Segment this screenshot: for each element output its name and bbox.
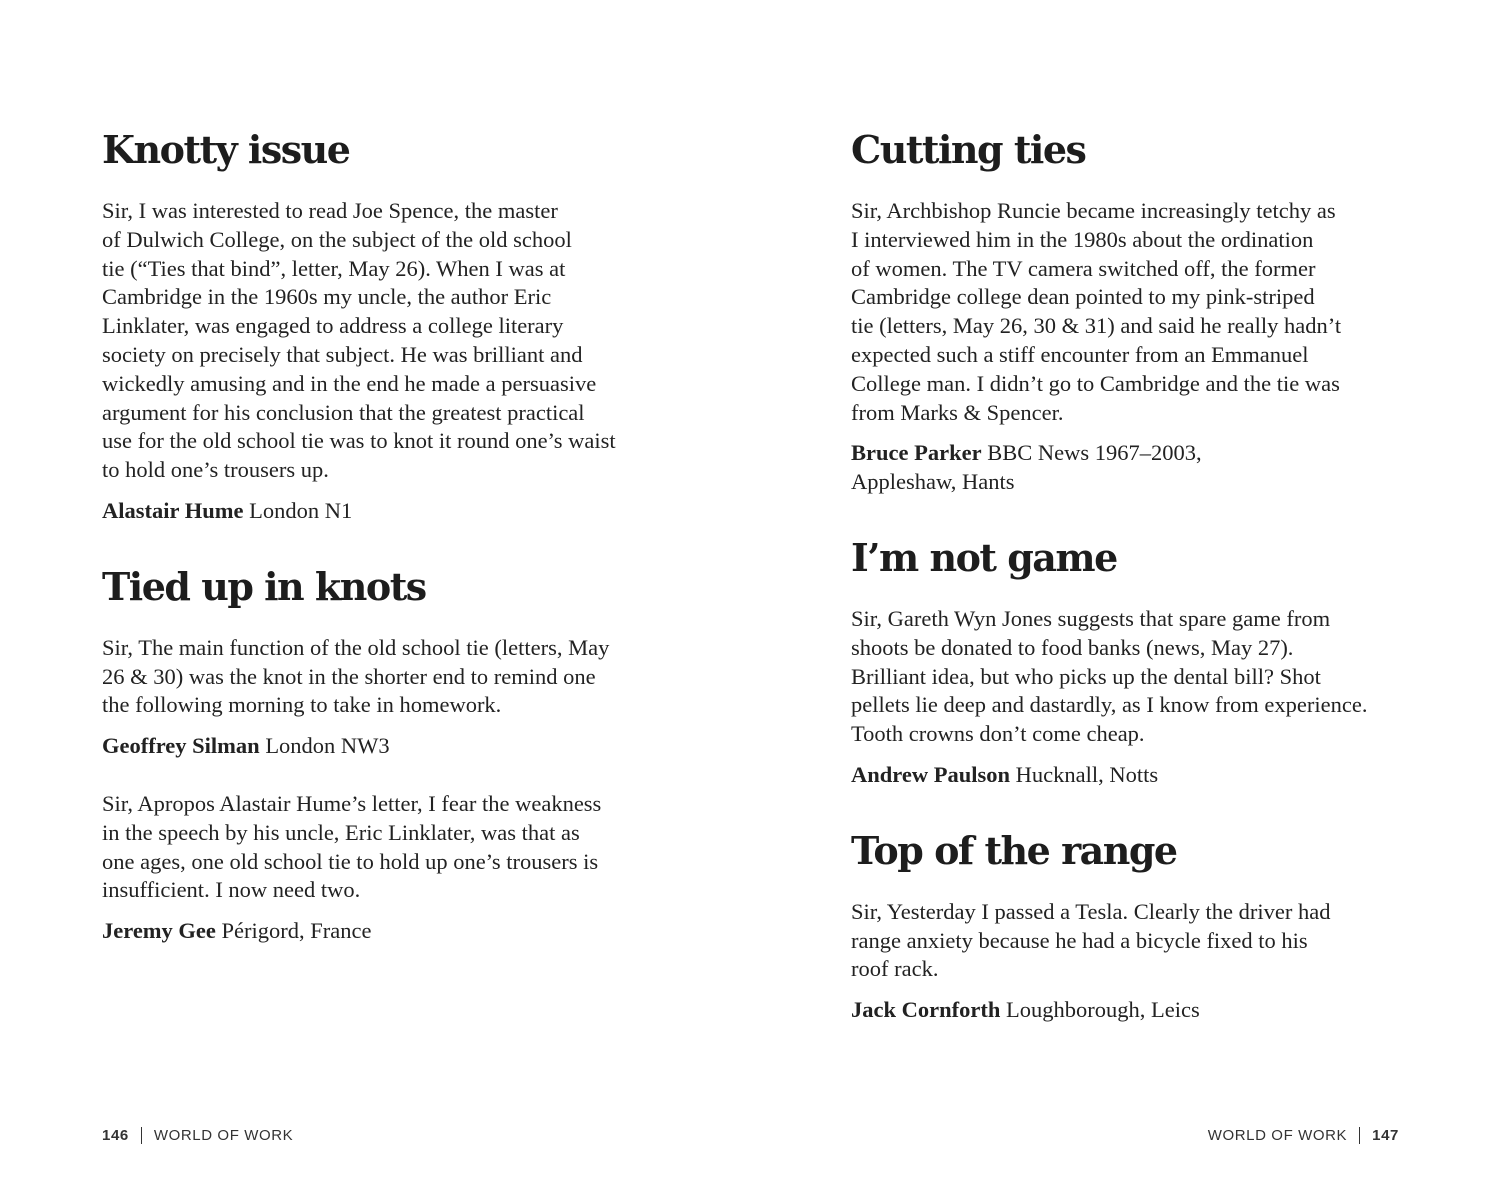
text-line: Cambridge in the 1960s my uncle, the author Eric [102, 284, 552, 310]
text-line: wickedly amusing and in the end he made a persuasive [102, 370, 597, 396]
text-line: Sir, I was interested to read Joe Spence, the master [102, 198, 558, 223]
author-location: Loughborough, Leics [1005, 997, 1200, 1023]
letter-body [102, 790, 662, 905]
text-line: Sir, Archbishop Runcie became increasingly tetchy as [851, 198, 1336, 223]
letter-signature [102, 732, 662, 761]
letter-signature [851, 761, 1411, 790]
text-line: Sir, Gareth Wyn Jones suggests that spare game from [851, 605, 1331, 631]
author-name: Jeremy Gee [102, 918, 216, 944]
author-location: London N1 [249, 497, 353, 523]
letter-body [851, 605, 1411, 749]
text-line: Linklater, was engaged to address a college literary [102, 313, 564, 339]
letter-body [851, 898, 1411, 984]
text-line: pellets lie deep and dastardly, as I know from experience. [851, 692, 1368, 718]
footer-divider [1359, 1127, 1360, 1144]
section-headline: Cutting ties [851, 127, 1086, 172]
text-line: shoots be donated to food banks (news, May 27). [851, 634, 1294, 660]
author-location-continued: Appleshaw, Hants [851, 469, 1015, 495]
text-line: argument for his conclusion that the greatest practical [102, 399, 585, 425]
right-page [750, 0, 1500, 1204]
text-line: the following morning to take in homework. [102, 692, 502, 718]
page-footer [1208, 1127, 1399, 1144]
letter-section-knotty-issue [102, 124, 662, 526]
text-line: tie (letters, May 26, 30 & 31) and said he really hadn’t [851, 313, 1342, 339]
letter-signature [851, 996, 1411, 1025]
text-line: I interviewed him in the 1980s about the ordination [851, 226, 1314, 252]
right-column [851, 124, 1411, 1054]
text-line: Brilliant idea, but who picks up the dental bill? Shot [851, 663, 1321, 689]
section-headline: I’m not game [851, 534, 1117, 580]
running-section-title: WORLD OF WORK [1207, 1127, 1348, 1144]
text-line: of women. The TV camera switched off, the former [851, 255, 1316, 281]
letter-body [102, 197, 662, 485]
author-name: Bruce Parker [851, 440, 982, 466]
running-section-title: WORLD OF WORK [153, 1127, 294, 1144]
text-line: tie (“Ties that bind”, letter, May 26). When I was at [102, 255, 566, 281]
text-line: Sir, The main function of the old school tie (letters, May [102, 634, 610, 660]
footer-divider [141, 1127, 142, 1144]
text-line: Tooth crowns don’t come cheap. [851, 721, 1145, 747]
letter-body [851, 197, 1411, 427]
letter-body [102, 634, 662, 720]
text-line: College man. I didn’t go to Cambridge and the tie was [851, 370, 1340, 396]
text-line: Sir, Yesterday I passed a Tesla. Clearly the driver had [851, 898, 1331, 924]
author-name: Jack Cornforth [851, 997, 1001, 1023]
letter-section-cutting-ties [851, 124, 1411, 497]
text-line: use for the old school tie was to knot it round one’s waist [102, 428, 616, 454]
section-headline: Top of the range [851, 827, 1177, 873]
page-number: 147 [1372, 1127, 1399, 1144]
text-line: expected such a stiff encounter from an Emmanuel [851, 341, 1309, 367]
left-column [102, 124, 662, 975]
author-location: London NW3 [265, 733, 390, 759]
text-line: in the speech by his uncle, Eric Linklater, was that as [102, 819, 580, 845]
letter-section-top-of-the-range [851, 825, 1411, 1025]
text-line: 26 & 30) was the knot in the shorter end to remind one [102, 663, 596, 689]
text-line: range anxiety because he had a bicycle fixed to his [851, 927, 1308, 953]
text-line: society on precisely that subject. He was brilliant and [102, 341, 583, 367]
letter-section-tied-up-in-knots [102, 561, 662, 946]
text-line: from Marks & Spencer. [851, 399, 1064, 425]
text-line: Sir, Apropos Alastair Hume’s letter, I fear the weakness [102, 790, 602, 816]
text-line: roof rack. [851, 956, 939, 982]
text-line: Cambridge college dean pointed to my pink-striped [851, 284, 1315, 310]
author-location: Hucknall, Notts [1015, 761, 1159, 787]
text-line: one ages, one old school tie to hold up one’s trousers is [102, 848, 599, 874]
author-location: BBC News 1967–2003, [987, 440, 1202, 466]
page-footer [102, 1127, 293, 1144]
author-location: Périgord, France [221, 918, 372, 944]
section-headline: Tied up in knots [102, 563, 426, 609]
text-line: to hold one’s trousers up. [102, 457, 329, 483]
letter-signature [102, 917, 662, 946]
letter-section-im-not-game [851, 532, 1411, 790]
author-name: Andrew Paulson [851, 761, 1010, 787]
section-headline: Knotty issue [102, 127, 350, 172]
page-number: 146 [102, 1127, 129, 1144]
letter-signature [851, 439, 1411, 497]
text-line: of Dulwich College, on the subject of the old school [102, 226, 572, 252]
letter-signature [102, 497, 662, 526]
author-name: Geoffrey Silman [102, 733, 260, 759]
text-line: insufficient. I now need two. [102, 877, 361, 903]
author-name: Alastair Hume [102, 497, 244, 523]
